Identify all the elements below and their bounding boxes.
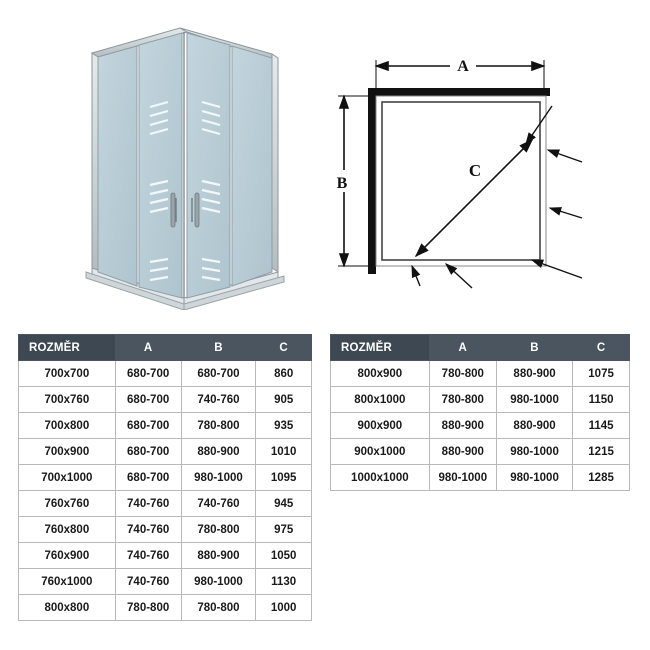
cell-b: 880-900: [496, 413, 572, 439]
table-row: [19, 595, 312, 621]
cell-size: 700x900: [19, 439, 116, 465]
cell-size: 900x900: [331, 413, 430, 439]
header-a: A: [115, 335, 181, 361]
table-row: [19, 569, 312, 595]
table-row: [19, 387, 312, 413]
table-header-row: [331, 335, 630, 361]
cell-c: 1095: [256, 465, 312, 491]
cell-c: 1075: [573, 361, 630, 387]
header-rozmer: ROZMĚR: [331, 335, 430, 361]
header-b: B: [181, 335, 256, 361]
cell-c: 1130: [256, 569, 312, 595]
cell-c: 945: [256, 491, 312, 517]
table-row: [19, 439, 312, 465]
cell-b: 680-700: [181, 361, 256, 387]
table-row: [331, 413, 630, 439]
cell-a: 740-760: [115, 569, 181, 595]
cell-a: 780-800: [115, 595, 181, 621]
cell-b: 980-1000: [496, 465, 572, 491]
cell-c: 1215: [573, 439, 630, 465]
table-row: [19, 413, 312, 439]
table-row: [331, 465, 630, 491]
plan-view-diagram: [320, 40, 630, 310]
glass-panel-left: [98, 33, 182, 298]
cell-a: 880-900: [429, 413, 496, 439]
cell-size: 700x800: [19, 413, 116, 439]
cell-c: 975: [256, 517, 312, 543]
cell-c: 1050: [256, 543, 312, 569]
enclosure-outline: [376, 96, 546, 266]
cell-c: 1145: [573, 413, 630, 439]
dimension-a: [376, 55, 544, 88]
header-c: C: [256, 335, 312, 361]
cell-b: 980-1000: [496, 387, 572, 413]
cell-size: 800x1000: [331, 387, 430, 413]
cell-size: 760x900: [19, 543, 116, 569]
cell-a: 780-800: [429, 387, 496, 413]
table-row: [331, 439, 630, 465]
cell-c: 935: [256, 413, 312, 439]
label-b: B: [336, 175, 348, 192]
cell-c: 1285: [573, 465, 630, 491]
header-b: B: [496, 335, 572, 361]
size-table-right: [330, 334, 630, 491]
table-row: [19, 361, 312, 387]
cell-b: 740-760: [181, 387, 256, 413]
cell-a: 740-760: [115, 543, 181, 569]
cell-b: 880-900: [181, 543, 256, 569]
header-c: C: [573, 335, 630, 361]
table-row: [19, 465, 312, 491]
table-header-row: [19, 335, 312, 361]
cell-size: 700x1000: [19, 465, 116, 491]
cell-c: 1150: [573, 387, 630, 413]
door-handle-left: [171, 193, 176, 227]
cell-b: 880-900: [181, 439, 256, 465]
cell-size: 800x800: [19, 595, 116, 621]
label-c: C: [468, 161, 482, 180]
cell-size: 700x700: [19, 361, 116, 387]
cell-size: 700x760: [19, 387, 116, 413]
cell-c: 1000: [256, 595, 312, 621]
cell-a: 680-700: [115, 465, 181, 491]
cell-size: 1000x1000: [331, 465, 430, 491]
table-row: [19, 543, 312, 569]
cell-size: 760x1000: [19, 569, 116, 595]
cell-a: 980-1000: [429, 465, 496, 491]
table-row: [331, 361, 630, 387]
cell-a: 680-700: [115, 439, 181, 465]
cell-c: 860: [256, 361, 312, 387]
cell-b: 740-760: [181, 491, 256, 517]
cell-b: 980-1000: [181, 465, 256, 491]
cell-a: 680-700: [115, 387, 181, 413]
cell-size: 760x760: [19, 491, 116, 517]
dimension-b: [330, 96, 368, 266]
cell-c: 1010: [256, 439, 312, 465]
header-a: A: [429, 335, 496, 361]
cell-b: 780-800: [181, 517, 256, 543]
cell-b: 780-800: [181, 413, 256, 439]
cell-a: 880-900: [429, 439, 496, 465]
cell-a: 740-760: [115, 491, 181, 517]
cell-b: 980-1000: [496, 439, 572, 465]
shower-enclosure-perspective-diagram: [40, 10, 330, 310]
cell-a: 680-700: [115, 361, 181, 387]
cell-size: 760x800: [19, 517, 116, 543]
cell-c: 905: [256, 387, 312, 413]
label-a: A: [457, 58, 469, 75]
cell-a: 740-760: [115, 517, 181, 543]
size-table-left: [18, 334, 312, 621]
cell-size: 900x1000: [331, 439, 430, 465]
table-row: [19, 491, 312, 517]
cell-a: 780-800: [429, 361, 496, 387]
glass-panel-right: [187, 33, 272, 298]
cell-b: 780-800: [181, 595, 256, 621]
table-row: [19, 517, 312, 543]
cell-a: 680-700: [115, 413, 181, 439]
table-row: [331, 387, 630, 413]
cell-b: 880-900: [496, 361, 572, 387]
header-rozmer: ROZMĚR: [19, 335, 116, 361]
cell-size: 800x900: [331, 361, 430, 387]
cell-b: 980-1000: [181, 569, 256, 595]
